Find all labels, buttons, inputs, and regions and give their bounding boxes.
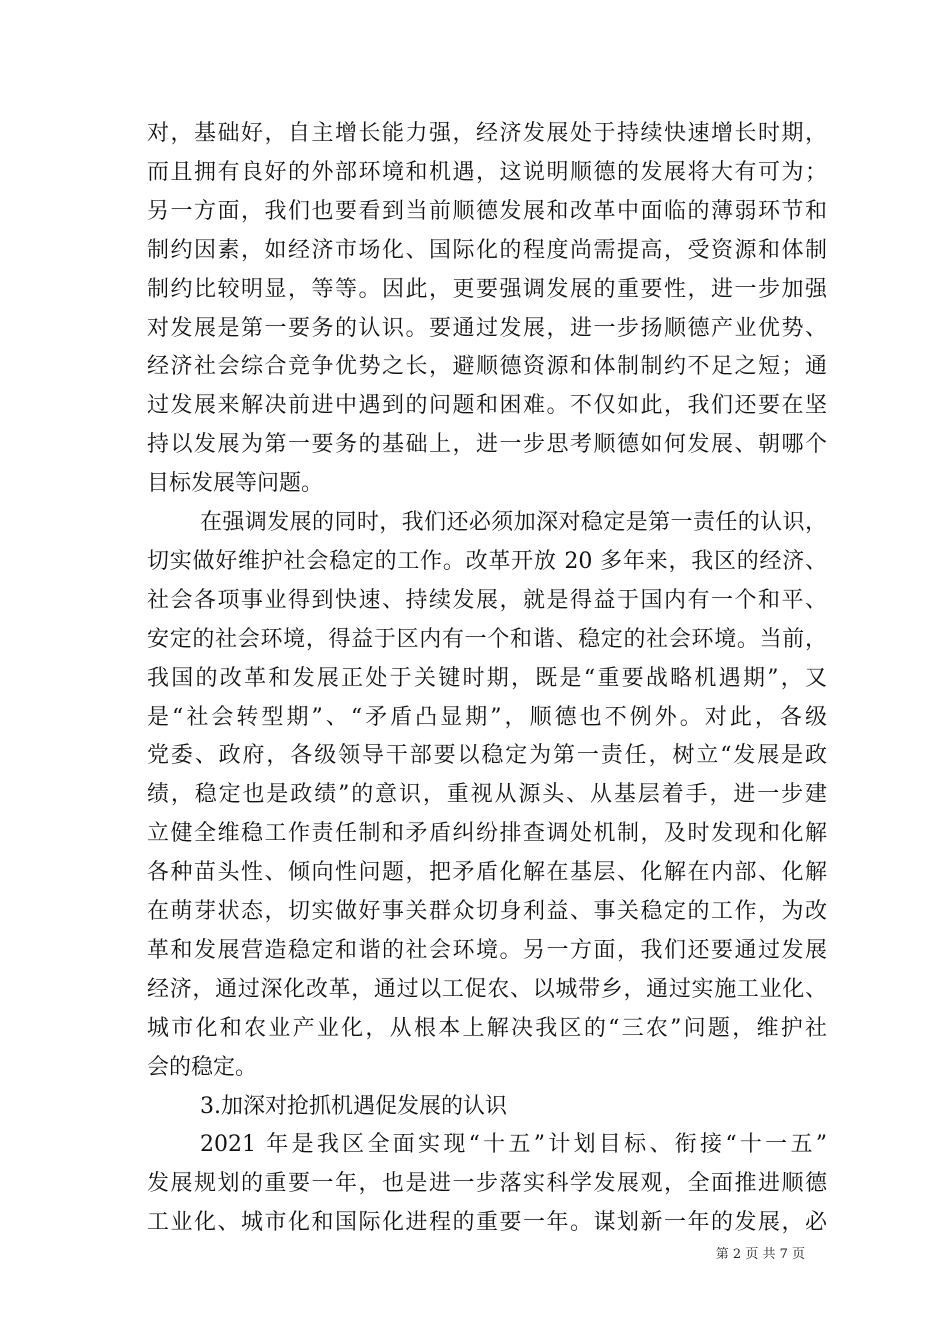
text-line: 而且拥有良好的外部环境和机遇，这说明顺德的发展将大有可为； <box>147 160 827 185</box>
text-line: 经济社会综合竞争优势之长，避顺德资源和体制制约不足之短；通 <box>147 354 827 379</box>
text-line: 2021 年是我区全面实现“十五”计划目标、衔接“十一五” <box>200 1132 827 1157</box>
text-line: 工业化、城市化和国际化进程的重要一年。谋划新一年的发展，必 <box>147 1210 827 1235</box>
text-line: 另一方面，我们也要看到当前顺德发展和改革中面临的薄弱环节和 <box>147 199 827 224</box>
text-line: 过发展来解决前进中遇到的问题和困难。不仅如此，我们还要在坚 <box>147 393 827 418</box>
text-line: 党委、政府，各级领导干部要以稳定为第一责任，树立“发展是政 <box>147 743 827 768</box>
text-line: 3.加深对抢抓机遇促发展的认识 <box>200 1094 507 1119</box>
text-line: 对发展是第一要务的认识。要通过发展，进一步扬顺德产业优势、 <box>147 316 827 341</box>
text-line: 对，基础好，自主增长能力强，经济发展处于持续快速增长时期， <box>147 121 827 146</box>
text-line: 发展规划的重要一年，也是进一步落实科学发展观，全面推进顺德 <box>147 1171 827 1196</box>
text-line: 经济，通过深化改革，通过以工促农、以城带乡，通过实施工业化、 <box>147 977 827 1002</box>
page-number-footer: 第 2 页 共 7 页 <box>715 1247 805 1262</box>
text-line: 目标发展等问题。 <box>147 471 324 496</box>
text-line: 持以发展为第一要务的基础上，进一步思考顺德如何发展、朝哪个 <box>147 432 827 457</box>
text-line: 各种苗头性、倾向性问题，把矛盾化解在基层、化解在内部、化解 <box>147 860 827 885</box>
text-line: 立健全维稳工作责任制和矛盾纠纷排查调处机制，及时发现和化解 <box>147 821 827 846</box>
text-line: 安定的社会环境，得益于区内有一个和谐、稳定的社会环境。当前， <box>147 627 827 652</box>
text-line: 切实做好维护社会稳定的工作。改革开放 20 多年来，我区的经济、 <box>147 549 827 574</box>
text-line: 制约比较明显，等等。因此，更要强调发展的重要性，进一步加强 <box>147 277 827 302</box>
text-line: 社会各项事业得到快速、持续发展，就是得益于国内有一个和平、 <box>147 588 827 613</box>
text-line: 是“社会转型期”、“矛盾凸显期”，顺德也不例外。对此，各级 <box>147 705 827 730</box>
text-line: 我国的改革和发展正处于关键时期，既是“重要战略机遇期”，又 <box>147 666 827 691</box>
text-line: 在强调发展的同时，我们还必须加深对稳定是第一责任的认识， <box>200 510 827 535</box>
text-line: 在萌芽状态，切实做好事关群众切身利益、事关稳定的工作，为改 <box>147 899 827 924</box>
text-line: 城市化和农业产业化，从根本上解决我区的“三农”问题，维护社 <box>147 1016 827 1041</box>
text-line: 会的稳定。 <box>147 1055 258 1080</box>
text-line: 绩，稳定也是政绩”的意识，重视从源头、从基层着手，进一步建 <box>147 782 827 807</box>
text-line: 革和发展营造稳定和谐的社会环境。另一方面，我们还要通过发展 <box>147 938 827 963</box>
text-line: 制约因素，如经济市场化、国际化的程度尚需提高，受资源和体制 <box>147 238 827 263</box>
